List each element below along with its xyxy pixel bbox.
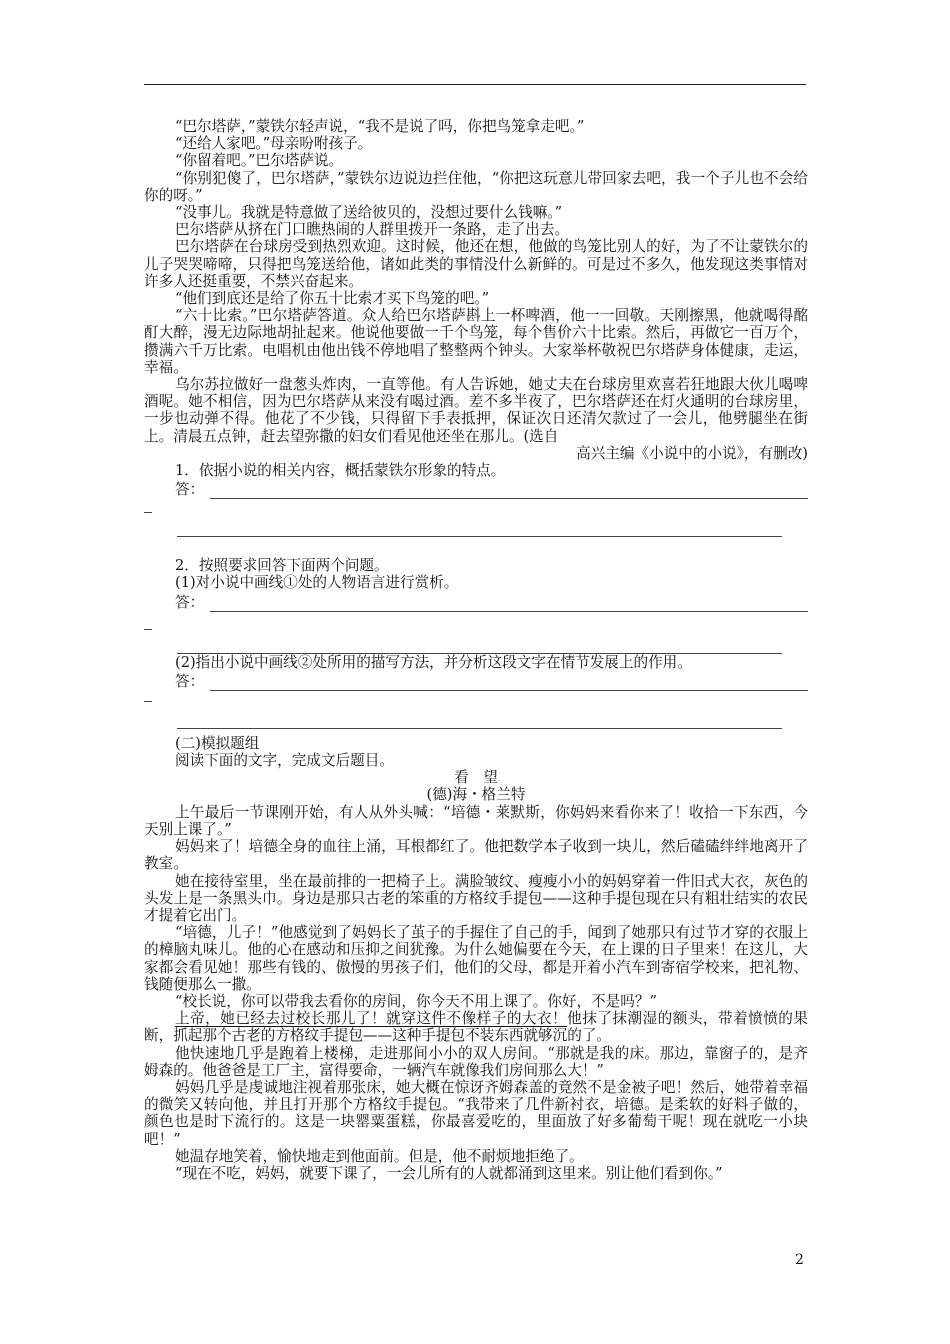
story2-paragraph: 她在接待室里，坐在最前排的一把椅子上。满脸皱纹、瘦瘦小小的妈妈穿着一件旧式大衣，灰色的头发上是一条黑头巾。身边是那只古老的笨重的方格纹手提包——这种手提包现在只有粗壮结实的农民才提着它出门。	[144, 872, 808, 924]
story-paragraph: “还给人家吧。”母亲吩咐孩子。	[175, 135, 373, 153]
story2-paragraph: “培德，儿子！”他感觉到了妈妈长了茧子的手握住了自己的手，闻到了她那只有过节才穿的衣服上的樟脑丸味儿。他的心在感动和压抑之间犹豫。为什么她偏要在今天，在上课的日子里来！在这儿，大家都会看见她！那些有钱的、傲慢的男孩子们，他们的父母，都是开着小汽车到寄宿学校来，把礼物、钱随便那么一撒。	[144, 924, 808, 993]
story-paragraph: 巴尔塔萨从挤在门口瞧热闹的人群里拨开一条路，走了出去。	[175, 221, 570, 239]
question-2-2: (2)指出小说中画线②处所用的描写方法，并分析这段文字在情节发展上的作用。	[175, 653, 692, 671]
answer-2-2[interactable]	[144, 671, 808, 695]
story2-paragraph: “校长说，你可以带我去看你的房间，你今天不用上课了。你好，不是吗？”	[175, 992, 657, 1010]
answer-line	[210, 498, 808, 499]
page-number: 2	[795, 1252, 804, 1268]
answer-1[interactable]	[144, 479, 808, 503]
story2-paragraph: 妈妈来了！培德全身的血往上涌，耳根都红了。他把数学本子收到一块儿，然后磕磕绊绊地离开了教室。	[144, 838, 808, 873]
continuation-dash	[144, 701, 152, 702]
question-2: 2．按照要求回答下面两个问题。	[175, 557, 389, 575]
story2-paragraph: 上午最后一节课刚开始，有人从外头喊：“培德・莱默斯，你妈妈来看你来了！收拾一下东西，今天别上课了。”	[144, 803, 808, 838]
answer-line	[177, 536, 782, 537]
underlined-sentence: 上帝，她已经去过校长那儿了！就穿这件不像样子的大衣！	[175, 1010, 568, 1028]
story-title: 看 望	[454, 769, 498, 787]
story2-text: 他抹了抹潮湿的额头，带着愤愤的果断，抓起那个古老的方格纹手提包——这种手提包不装东西就够沉的了。	[144, 1010, 808, 1045]
story-paragraph: “巴尔塔萨，”蒙铁尔轻声说，“我不是说了吗，你把鸟笼拿走吧。”	[175, 118, 585, 135]
continuation-dash	[144, 512, 152, 513]
header-rule	[144, 84, 806, 85]
source-citation: 高兴主编《小说中的小说》，有删改)	[576, 444, 808, 462]
story-author: (德)海・格兰特	[426, 786, 526, 804]
story-paragraph: 乌尔苏拉做好一盘葱头炸肉，一直等他。有人告诉她，她丈夫在台球房里欢喜若狂地跟大伙儿喝啤酒呢。她不相信，因为巴尔塔萨从来没有喝过酒。差不多半夜了，巴尔塔萨还在灯火通明的台球房里，一步也动弹不得。他花了不少钱，只得留下手表抵押，保证次日还清欠款过了一会儿，他劈腿坐在街上。清晨五点钟，赶去望弥撒的妇女们看见他还坐在那儿。(选自	[144, 376, 808, 445]
story-paragraph: “你别犯傻了，巴尔塔萨，”蒙铁尔边说边拦住他，“你把这玩意儿带回家去吧，我一个子儿也不会给你的呀。”	[144, 169, 808, 204]
section-heading: (二)模拟题组	[175, 734, 260, 752]
question-2-1: (1)对小说中画线①处的人物语言进行赏析。	[175, 574, 459, 592]
question-1: 1．依据小说的相关内容，概括蒙铁尔形象的特点。	[175, 462, 506, 480]
story2-paragraph: 她温存地笑着，愉快地走到他面前。但是，他不耐烦地拒绝了。	[175, 1147, 584, 1165]
section-instruction: 阅读下面的文字，完成文后题目。	[175, 752, 394, 770]
story-paragraph: “六十比索。”巴尔塔萨答道。众人给巴尔塔萨斟上一杯啤酒，他一一回敬。天刚擦黑，他就喝得酩酊大醉，漫无边际地胡扯起来。他说他要做一千个鸟笼，每个售价六十比索。然后，再做它一百万个，攒满六千万比索。电唱机由他出钱不停地唱了整整两个钟头。大家举杯敬祝巴尔塔萨身体健康，走运，幸福。	[144, 307, 808, 376]
story-paragraph: “他们到底还是给了你五十比索才买下鸟笼的吧。”	[175, 290, 490, 308]
answer-line	[210, 611, 808, 612]
story-paragraph: “没事儿。我就是特意做了送给彼贝的，没想过要什么钱嘛。”	[175, 204, 563, 222]
story-paragraph: 巴尔塔萨在台球房受到热烈欢迎。这时候，他还在想，他做的鸟笼比别人的好，为了不让蒙铁尔的儿子哭哭啼啼，只得把鸟笼送给他，诸如此类的事情没什么新鲜的。可是过不多久，他发现这类事情对许多人还挺重要，不禁兴奋起来。	[144, 238, 808, 290]
answer-label: 答：	[175, 672, 205, 690]
answer-label: 答：	[175, 593, 205, 611]
answer-line	[210, 690, 808, 691]
answer-line	[177, 728, 782, 729]
story2-paragraph: “现在不吃，妈妈，就要下课了，一会儿所有的人就都涌到这里来。别让他们看到你。”	[175, 1164, 723, 1182]
answer-line	[177, 653, 782, 654]
story-paragraph: “你留着吧。”巴尔塔萨说。	[175, 152, 344, 170]
continuation-dash	[144, 629, 152, 630]
answer-label: 答：	[175, 481, 205, 499]
answer-2-1[interactable]	[144, 592, 808, 616]
story2-paragraph-underlined	[144, 1010, 808, 1044]
page-content	[144, 118, 808, 1182]
story2-paragraph: 妈妈几乎是虔诚地注视着那张床，她大概在惊讶齐姆森盖的竟然不是金被子吧！然后，她带着幸福的微笑又转向他，并且打开那个方格纹手提包。“我带来了几件新衬衣，培德。是柔软的好料子做的，颜色也是时下流行的。这是一块罂粟蛋糕，你最喜爱吃的，里面放了好多葡萄干呢！现在就吃一小块吧！”	[144, 1078, 808, 1148]
story2-paragraph: 他快速地几乎是跑着上楼梯，走进那间小小的双人房间。“那就是我的床。那边，靠窗子的，是齐姆森的。他爸爸是工厂主，富得要命，一辆汽车就像我们房间那么大！”	[144, 1044, 808, 1079]
